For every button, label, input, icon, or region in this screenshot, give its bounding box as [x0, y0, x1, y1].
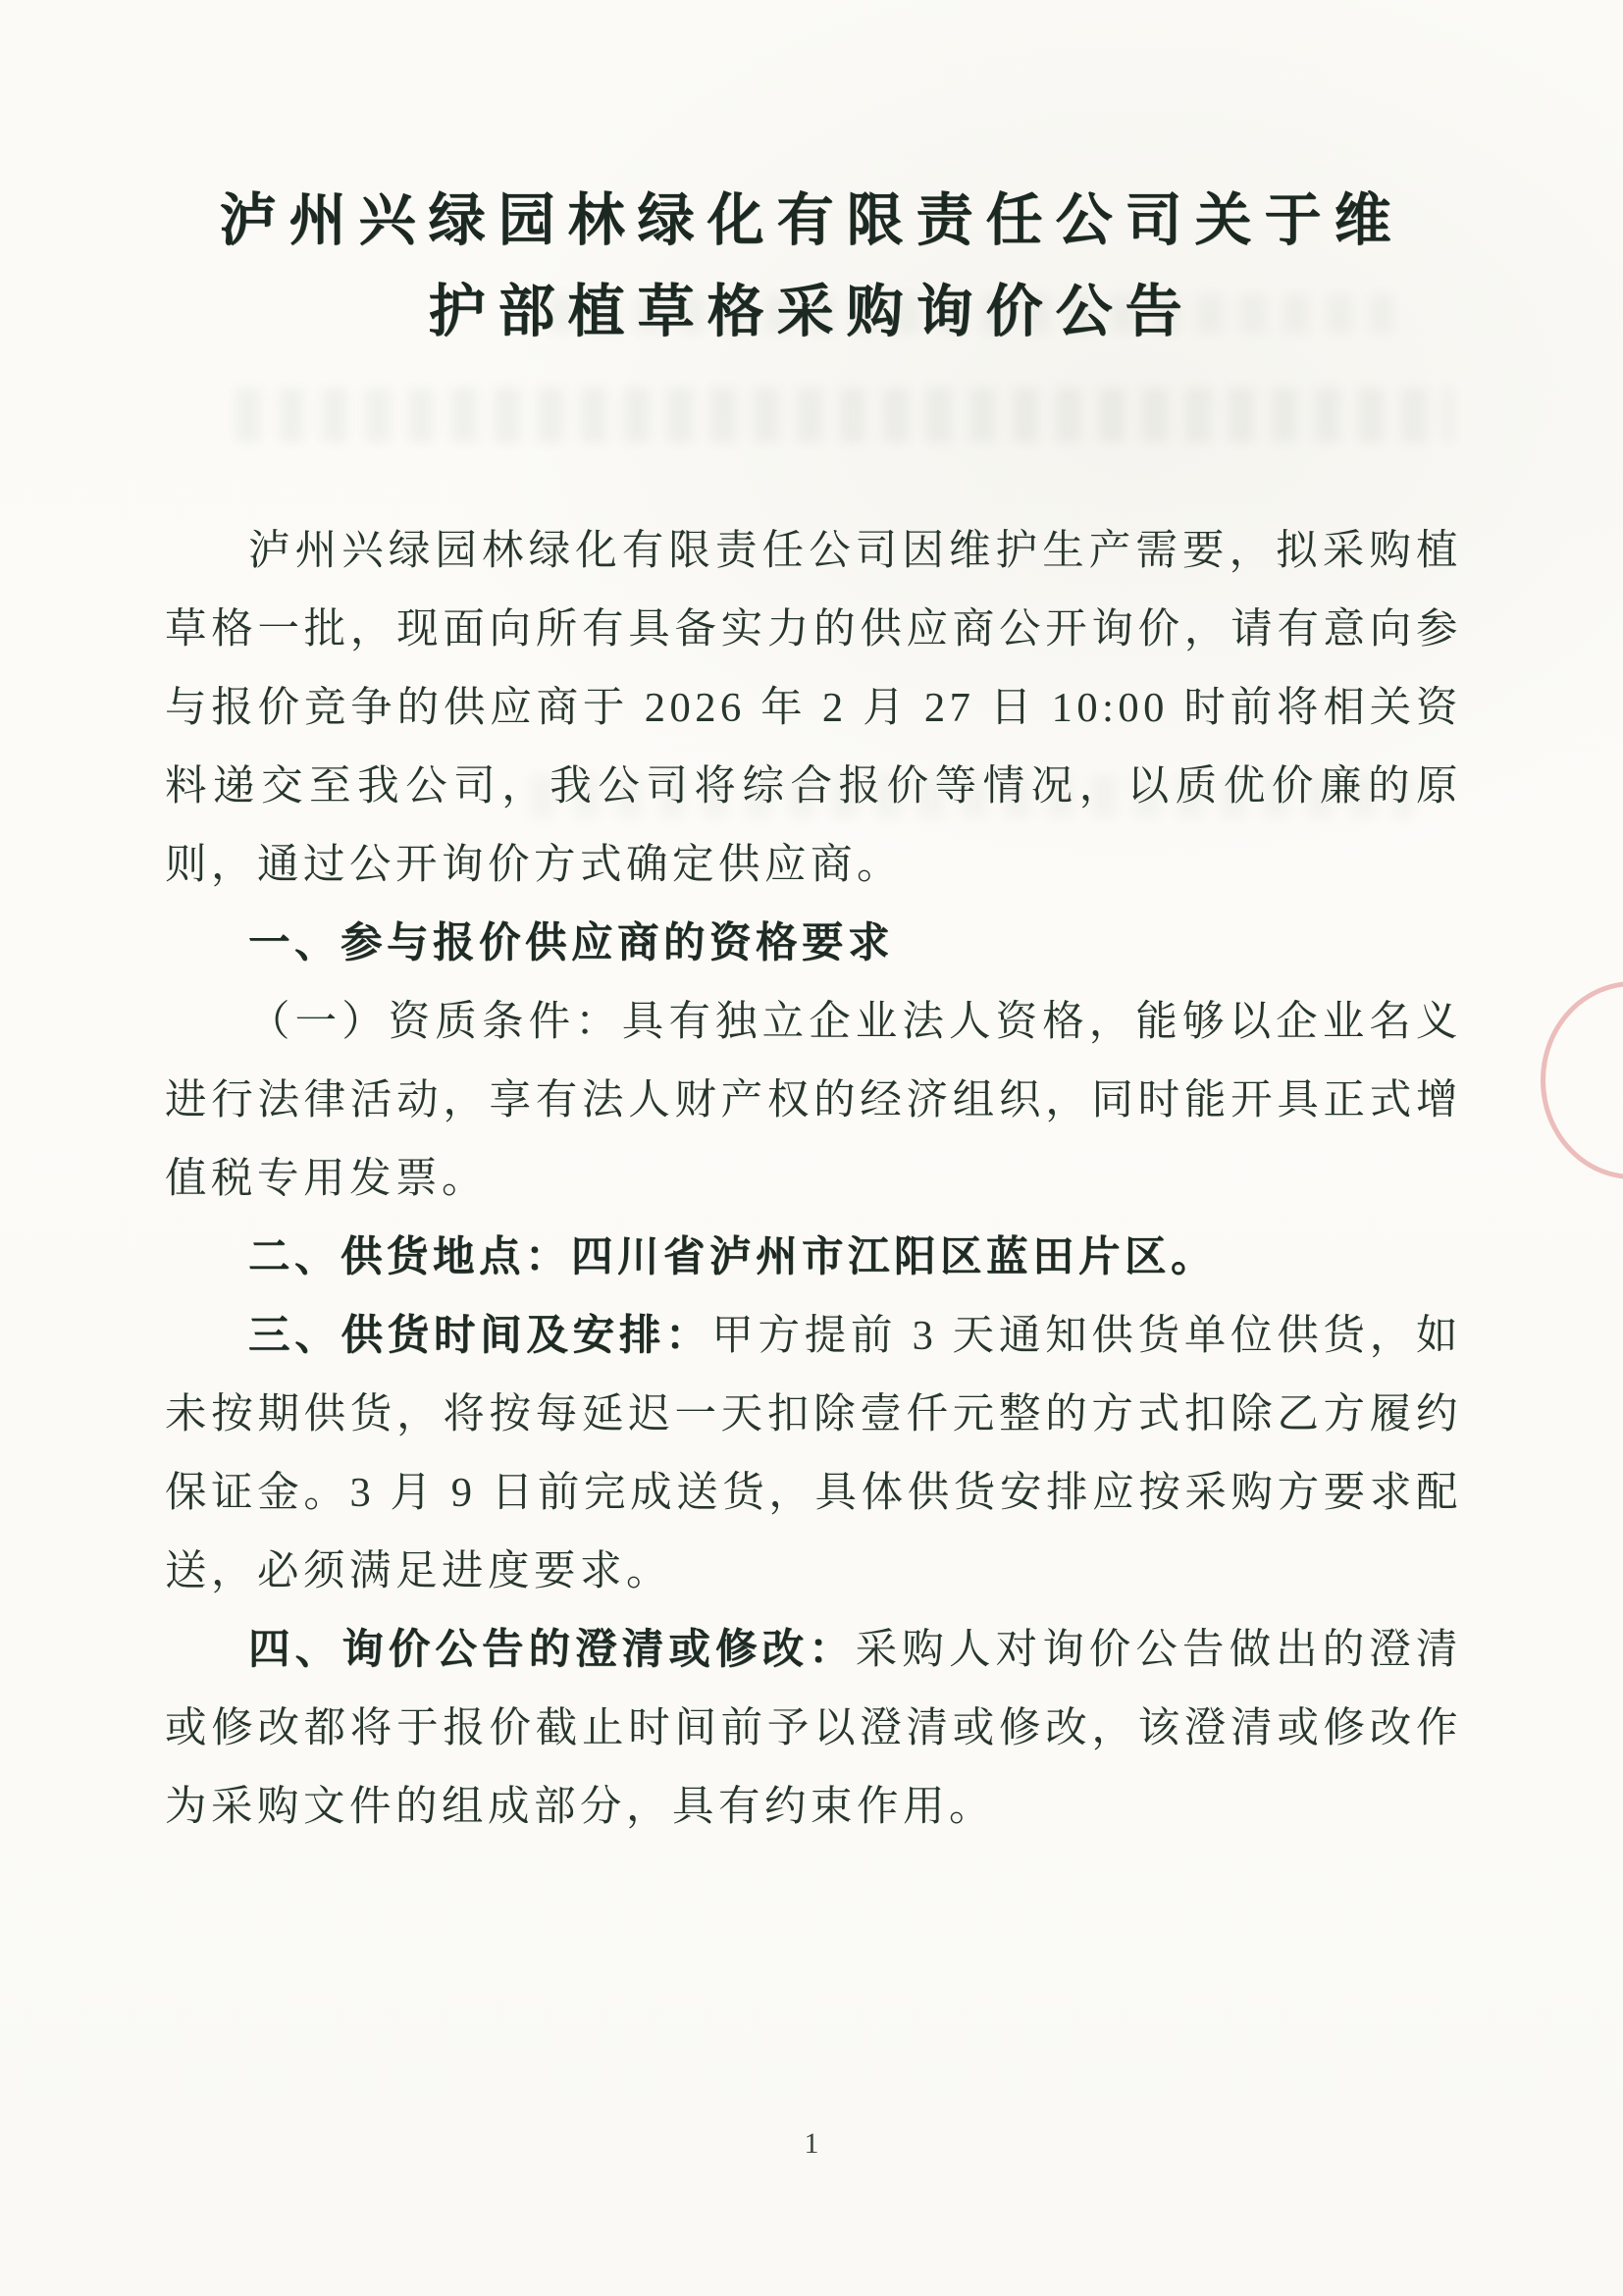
document-title — [118, 175, 1505, 357]
section-4-text: 采购人对询价公告做出的澄清或修改都将于报价截止时间前予以澄清或修改，该澄清或修改作为采购文件的组成部分，具有约束作用。 — [165, 1627, 1462, 1830]
qualification-paragraph: （一）资质条件：具有独立企业法人资格，能够以企业名义进行法律活动，享有法人财产权的经济组织，同时能开具正式增值税专用发票。 — [165, 999, 1462, 1202]
section-heading-1: 一、参与报价供应商的资格要求 — [248, 920, 895, 966]
document-title-line2: 护部植草格采购询价公告 — [428, 280, 1195, 343]
section-3-text: 甲方提前 3 天通知供货单位供货，如未按期供货，将按每延迟一天扣除壹仟元整的方式扣除乙方履约保证金。3 月 9 日前完成送货，具体供货安排应按采购方要求配送，必须满足进度要求。 — [165, 1313, 1462, 1594]
section-heading-2: 二、供货地点：四川省泸州市江阳区蓝田片区。 — [248, 1234, 1218, 1280]
document-body — [165, 512, 1462, 1847]
intro-paragraph: 泸州兴绿园林绿化有限责任公司因维护生产需要，拟采购植草格一批，现面向所有具备实力的供应商公开询价，请有意向参与报价竞争的供应商于 2026 年 2 月 27 日 10:00 时前将相关资料递交至我公司，我公司将综合报价等情况，以质优价廉的原则，通过公开询价方式确定供应商。 — [165, 528, 1462, 888]
page-number: 1 — [804, 2127, 819, 2160]
section-heading-3: 三、供货时间及安排： — [248, 1313, 712, 1359]
section-heading-4: 四、询价公告的澄清或修改： — [248, 1627, 856, 1673]
red-seal-arc — [1541, 981, 1623, 1179]
section-3-paragraph — [165, 1297, 1462, 1611]
document-title-line1: 泸州兴绿园林绿化有限责任公司关于维 — [219, 188, 1404, 252]
bleed-through-ghost — [236, 388, 1452, 443]
section-4-paragraph — [165, 1611, 1462, 1847]
